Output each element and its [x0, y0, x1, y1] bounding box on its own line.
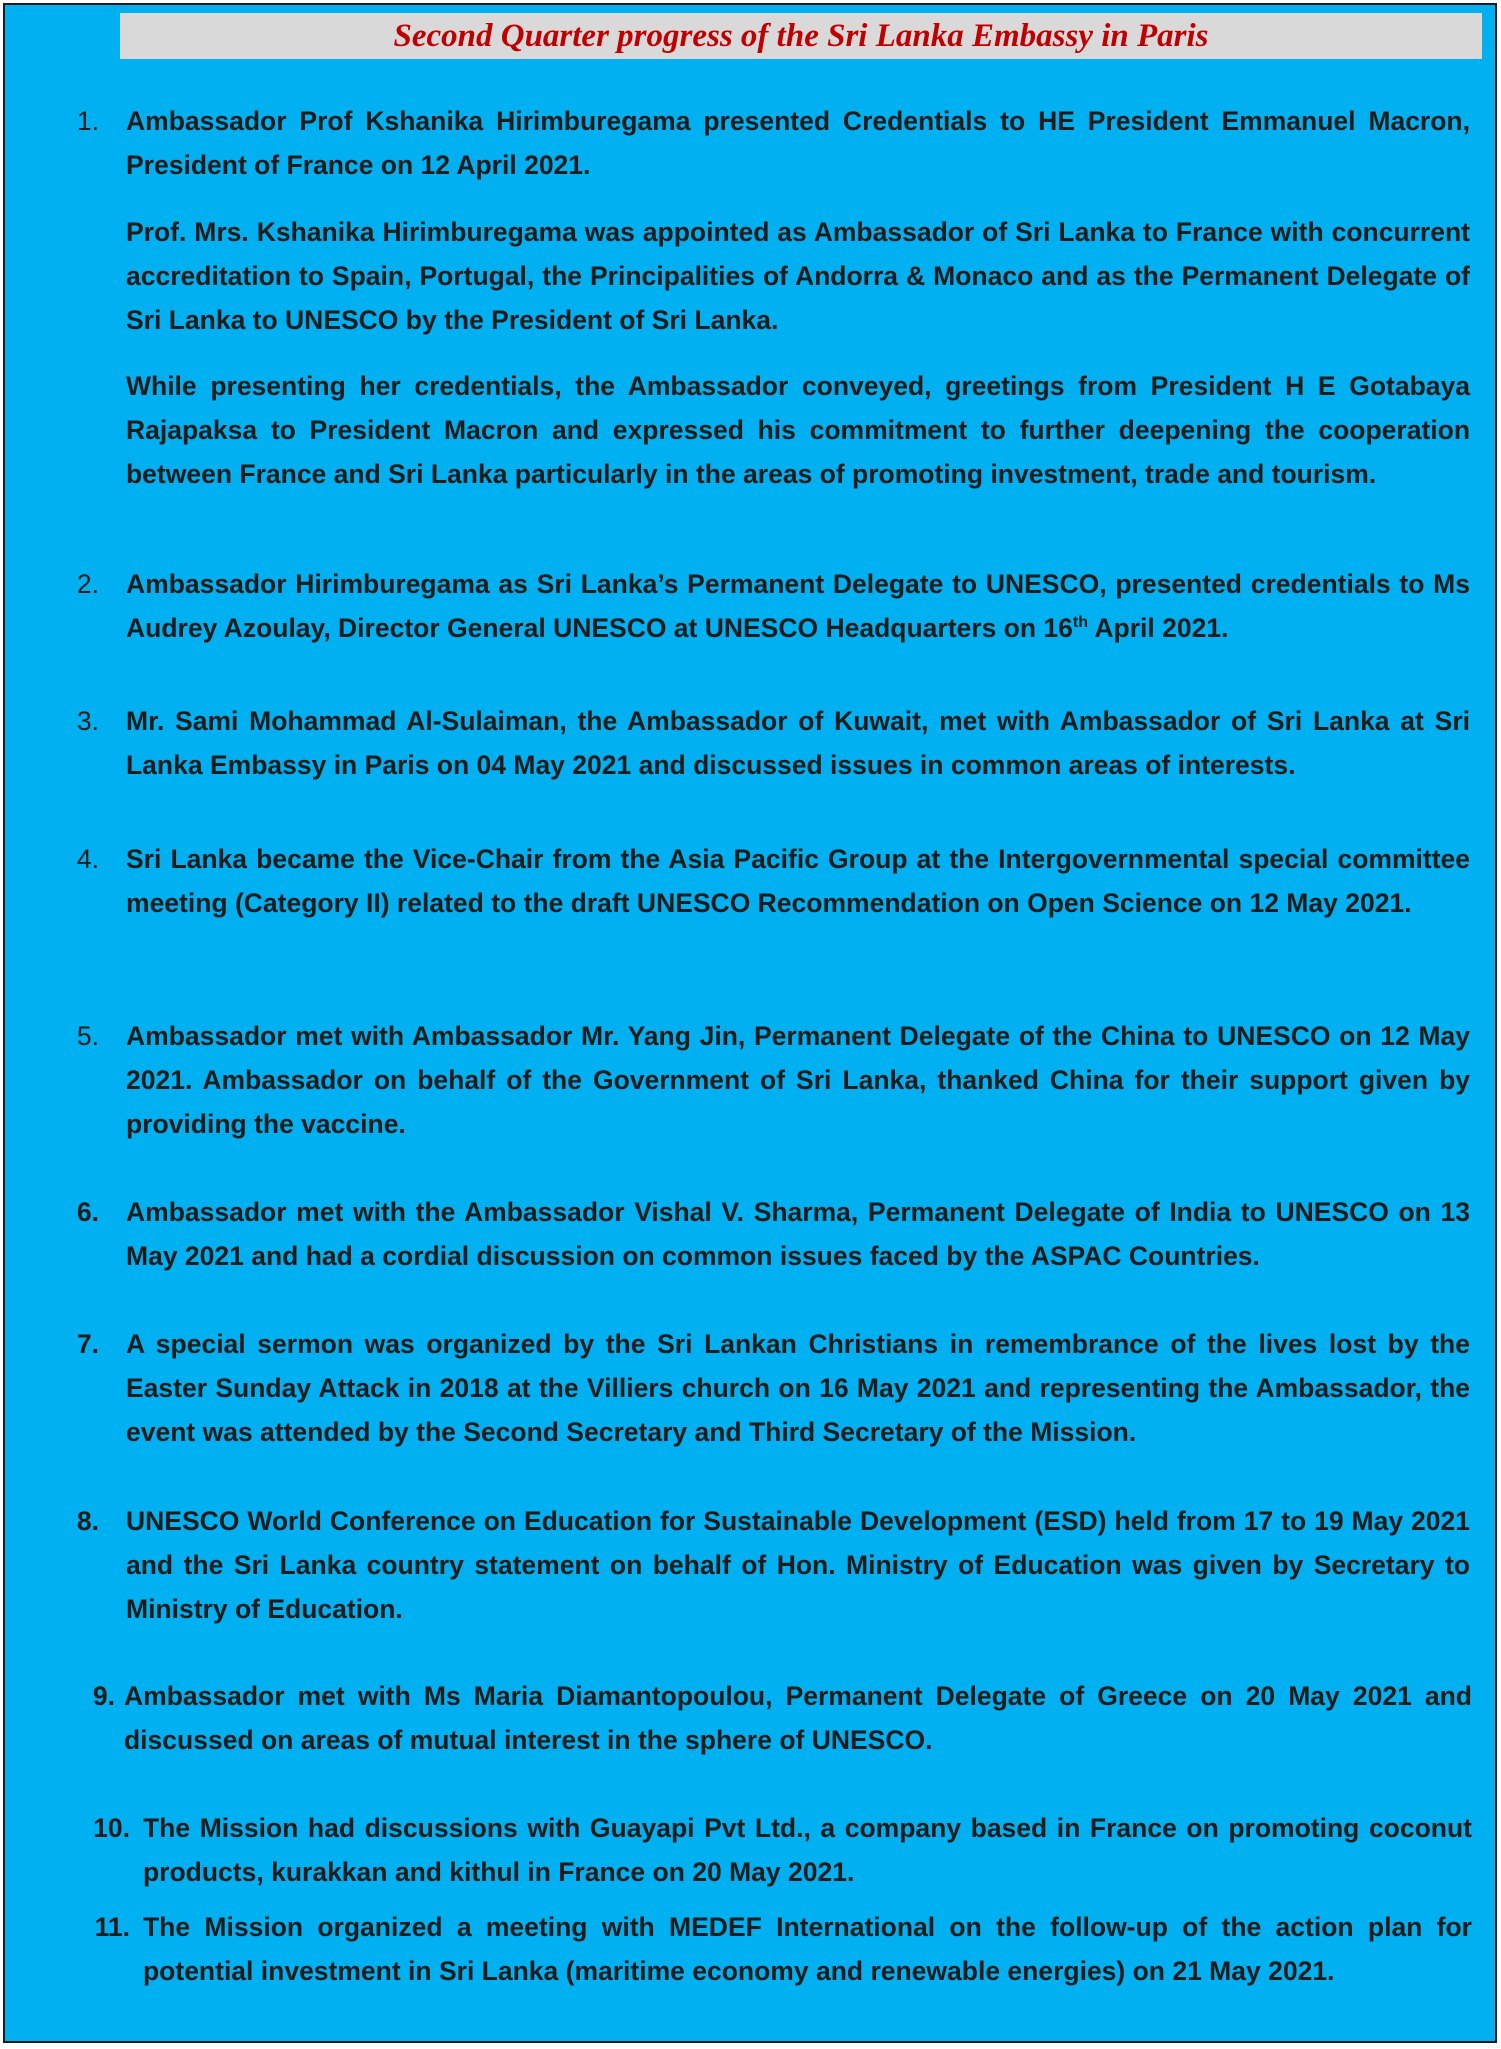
- item-number: 9.: [92, 1681, 115, 1711]
- item-text: Mr. Sami Mohammad Al-Sulaiman, the Ambassador of Kuwait, met with Ambassador of Sri Lanka at Sri Lanka Embassy in Paris on 04 May 2021 and discussed issues in common areas of interests.: [126, 706, 1470, 780]
- item-text: Ambassador met with the Ambassador Vishal V. Sharma, Permanent Delegate of India to UNESCO on 13 May 2021 and had a cordial discussion on common issues faced by the ASPAC Countries.: [126, 1197, 1470, 1271]
- item-text: Ambassador Hirimburegama as Sri Lanka’s Permanent Delegate to UNESCO, presented credentials to Ms Audrey Azoulay, Director General UNESCO at UNESCO Headquarters on 16th April 2021.: [126, 569, 1470, 643]
- item-text: A special sermon was organized by the Sri Lankan Christians in remembrance of the lives lost by the Easter Sunday Attack in 2018 at the Villiers church on 16 May 2021 and representing the Ambassador, the event was attended by the Second Secretary and Third Secretary of the Mission.: [126, 1329, 1470, 1447]
- item-text: Ambassador Prof Kshanika Hirimburegama presented Credentials to HE President Emmanuel Macron, President of France on 12 April 2021.: [126, 106, 1470, 180]
- item-number: 7.: [76, 1329, 99, 1359]
- item-number: 4.: [76, 844, 99, 874]
- title-banner: [120, 13, 1482, 59]
- item-number: 10.: [93, 1813, 130, 1843]
- item-text: Ambassador met with Ms Maria Diamantopoulou, Permanent Delegate of Greece on 20 May 2021 and discussed on areas of mutual interest in the sphere of UNESCO.: [124, 1681, 1472, 1755]
- item-text: Sri Lanka became the Vice-Chair from the Asia Pacific Group at the Intergovernmental special committee meeting (Category II) related to the draft UNESCO Recommendation on Open Science on 12 May 2021.: [126, 844, 1470, 918]
- item-text: The Mission organized a meeting with MEDEF International on the follow-up of the action plan for potential investment in Sri Lanka (maritime economy and renewable energies) on 21 May 2021.: [143, 1912, 1472, 1986]
- item-text: While presenting her credentials, the Ambassador conveyed, greetings from President H E Gotabaya Rajapaksa to President Macron and expressed his commitment to further deepening the cooperation between France and Sri Lanka particularly in the areas of promoting investment, trade and tourism.: [126, 371, 1470, 489]
- item-number: 2.: [76, 569, 99, 599]
- item-text: The Mission had discussions with Guayapi Pvt Ltd., a company based in France on promoting coconut products, kurakkan and kithul in France on 20 May 2021.: [143, 1813, 1472, 1887]
- page-title: Second Quarter progress of the Sri Lanka Embassy in Paris: [393, 18, 1209, 54]
- document-page: [3, 3, 1497, 2043]
- item-number: 8.: [76, 1506, 99, 1536]
- item-number: 11.: [94, 1912, 130, 1942]
- item-text: Ambassador met with Ambassador Mr. Yang Jin, Permanent Delegate of the China to UNESCO on 12 May 2021. Ambassador on behalf of the Government of Sri Lanka, thanked China for their support given by providing the vaccine.: [126, 1021, 1470, 1139]
- item-number: 6.: [76, 1197, 99, 1227]
- item-text: UNESCO World Conference on Education for Sustainable Development (ESD) held from 17 to 19 May 2021 and the Sri Lanka country statement on behalf of Hon. Ministry of Education was given by Secretary to Ministry of Education.: [126, 1506, 1470, 1624]
- item-text: Prof. Mrs. Kshanika Hirimburegama was appointed as Ambassador of Sri Lanka to France with concurrent accreditation to Spain, Portugal, the Principalities of Andorra & Monaco and as the Permanent Delegate of Sri Lanka to UNESCO by the President of Sri Lanka.: [126, 217, 1470, 335]
- item-number: 1.: [76, 106, 99, 136]
- item-number: 5.: [76, 1021, 99, 1051]
- item-number: 3.: [76, 706, 99, 736]
- superscript: th: [1072, 614, 1088, 632]
